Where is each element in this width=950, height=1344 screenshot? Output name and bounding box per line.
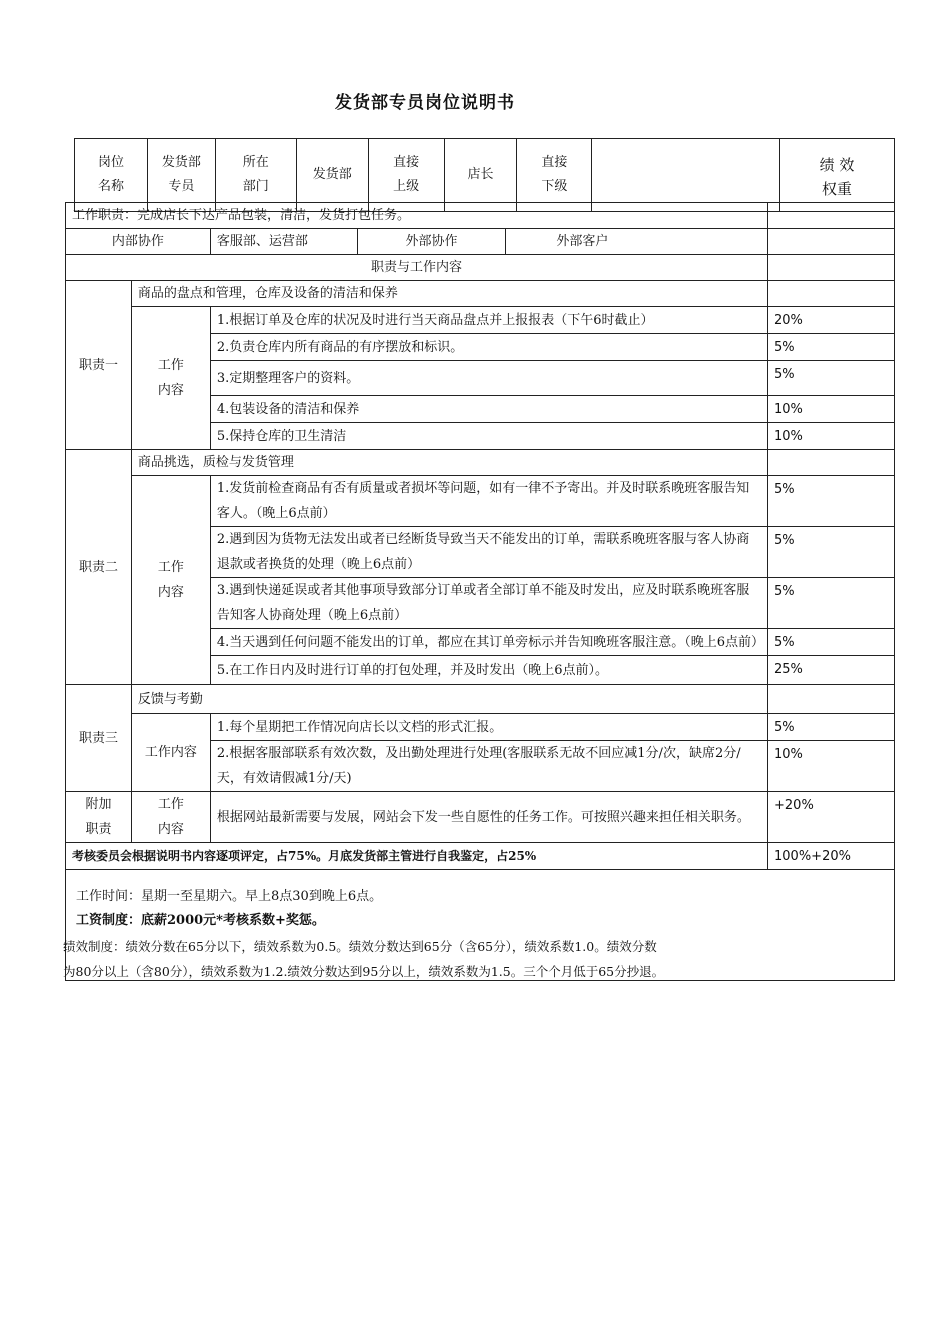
duty-2-work-label: 工作 内容 bbox=[131, 476, 210, 685]
superior-value: 店长 bbox=[444, 139, 517, 212]
work-time: 工作时间：星期一至星期六。早上8点30到晚上6点。 bbox=[76, 889, 383, 904]
duty-item-weight: 5% bbox=[768, 578, 895, 629]
duty-3-heading: 反馈与考勤 bbox=[131, 685, 767, 714]
assessment-weight: 100%+20% bbox=[768, 843, 895, 870]
weight-header: 绩 效 权重 bbox=[780, 139, 895, 212]
duty-item-weight: 5% bbox=[768, 629, 895, 656]
empty-weight-cell bbox=[768, 450, 895, 476]
duty-item-weight: 5% bbox=[768, 527, 895, 578]
internal-coop-label: 内部协作 bbox=[66, 229, 211, 255]
duty-item: 1.发货前检查商品有否有质量或者损坏等问题，如有一律不予寄出。并及时联系晚班客服告知客人。（晚上6点前） bbox=[210, 476, 767, 527]
empty-weight-cell bbox=[768, 255, 895, 281]
extra-duty-weight: +20% bbox=[768, 792, 895, 843]
duty-1-label: 职责一 bbox=[66, 281, 132, 450]
dept-value: 发货部 bbox=[296, 139, 368, 212]
internal-coop-value: 客服部、运营部 bbox=[210, 229, 357, 255]
extra-duty-label: 附加 职责 bbox=[66, 792, 132, 843]
duty-1-work-label: 工作 内容 bbox=[131, 307, 210, 450]
performance-rule-line-1: 绩效制度：绩效分数在65分以下，绩效系数为0.5。绩效分数达到65分（含65分），绩效系数1.0。绩效分数 bbox=[63, 939, 657, 954]
duty-2-label: 职责二 bbox=[66, 450, 132, 685]
post-name-value: 发货部 专员 bbox=[147, 139, 215, 212]
duty-item: 2.负责仓库内所有商品的有序摆放和标识。 bbox=[210, 334, 767, 361]
duty-item: 5.在工作日内及时进行订单的打包处理，并及时发出（晚上6点前）。 bbox=[210, 656, 767, 685]
subordinate-value bbox=[592, 139, 780, 212]
external-coop-value: 外部客户 bbox=[506, 229, 768, 255]
duty-item: 1.根据订单及仓库的状况及时进行当天商品盘点并上报报表（下午6时截止） bbox=[210, 307, 767, 334]
duty-table bbox=[65, 202, 895, 981]
empty-weight-cell bbox=[768, 685, 895, 714]
duty-item-weight: 10% bbox=[768, 396, 895, 423]
duty-item: 3.定期整理客户的资料。 bbox=[210, 361, 767, 396]
duty-item-weight: 25% bbox=[768, 656, 895, 685]
duty-item-weight: 5% bbox=[768, 476, 895, 527]
duty-item: 2.遇到因为货物无法发出或者已经断货导致当天不能发出的订单，需联系晚班客服与客人协商退款或者换货的处理（晚上6点前） bbox=[210, 527, 767, 578]
section-title: 职责与工作内容 bbox=[66, 255, 768, 281]
duty-item: 3.遇到快递延误或者其他事项导致部分订单或者全部订单不能及时发出，应及时联系晚班客服告知客人协商处理（晚上6点前） bbox=[210, 578, 767, 629]
duty-1-heading: 商品的盘点和管理，仓库及设备的清洁和保养 bbox=[131, 281, 767, 307]
duty-item-weight: 20% bbox=[768, 307, 895, 334]
header-table bbox=[74, 138, 895, 212]
post-name-label: 岗位 名称 bbox=[75, 139, 148, 212]
duty-item-weight: 5% bbox=[768, 714, 895, 741]
dept-label: 所在 部门 bbox=[215, 139, 296, 212]
extra-work-label: 工作 内容 bbox=[131, 792, 210, 843]
duty-item-weight: 5% bbox=[768, 361, 895, 396]
assessment-text: 考核委员会根据说明书内容逐项评定，占75%。月底发货部主管进行自我鉴定，占25% bbox=[66, 843, 768, 870]
duty-3-work-label: 工作内容 bbox=[131, 714, 210, 792]
empty-weight-cell bbox=[768, 203, 895, 229]
duty-item: 5.保持仓库的卫生清洁 bbox=[210, 423, 767, 450]
duty-summary: 工作职责：完成店长下达产品包装，清洁，发货打包任务。 bbox=[66, 203, 768, 229]
external-coop-label: 外部协作 bbox=[357, 229, 506, 255]
salary-rule: 工资制度：底薪2000元*考核系数+奖惩。 bbox=[76, 913, 325, 928]
page-title: 发货部专员岗位说明书 bbox=[335, 93, 515, 113]
duty-item-weight: 5% bbox=[768, 334, 895, 361]
performance-rule-line-2: 为80分以上（含80分），绩效系数为1.2.绩效分数达到95分以上，绩效系数为1.5。三个个月低于65分抄退。 bbox=[63, 964, 665, 979]
extra-duty-text: 根据网站最新需要与发展，网站会下发一些自愿性的任务工作。可按照兴趣来担任相关职务。 bbox=[210, 792, 767, 843]
subordinate-label: 直接 下级 bbox=[517, 139, 592, 212]
duty-item: 4.当天遇到任何问题不能发出的订单，都应在其订单旁标示并告知晚班客服注意。（晚上6点前） bbox=[210, 629, 767, 656]
duty-item-weight: 10% bbox=[768, 423, 895, 450]
superior-label: 直接 上级 bbox=[368, 139, 444, 212]
duty-item-weight: 10% bbox=[768, 741, 895, 792]
duty-item: 1.每个星期把工作情况向店长以文档的形式汇报。 bbox=[210, 714, 767, 741]
empty-weight-cell bbox=[768, 281, 895, 307]
duty-item: 4.包装设备的清洁和保养 bbox=[210, 396, 767, 423]
empty-weight-cell bbox=[768, 229, 895, 255]
duty-2-heading: 商品挑选，质检与发货管理 bbox=[131, 450, 767, 476]
duty-3-label: 职责三 bbox=[66, 685, 132, 792]
duty-item: 2.根据客服部联系有效次数，及出勤处理进行处理(客服联系无故不回应减1分/次，缺席2分/天，有效请假减1分/天) bbox=[210, 741, 767, 792]
